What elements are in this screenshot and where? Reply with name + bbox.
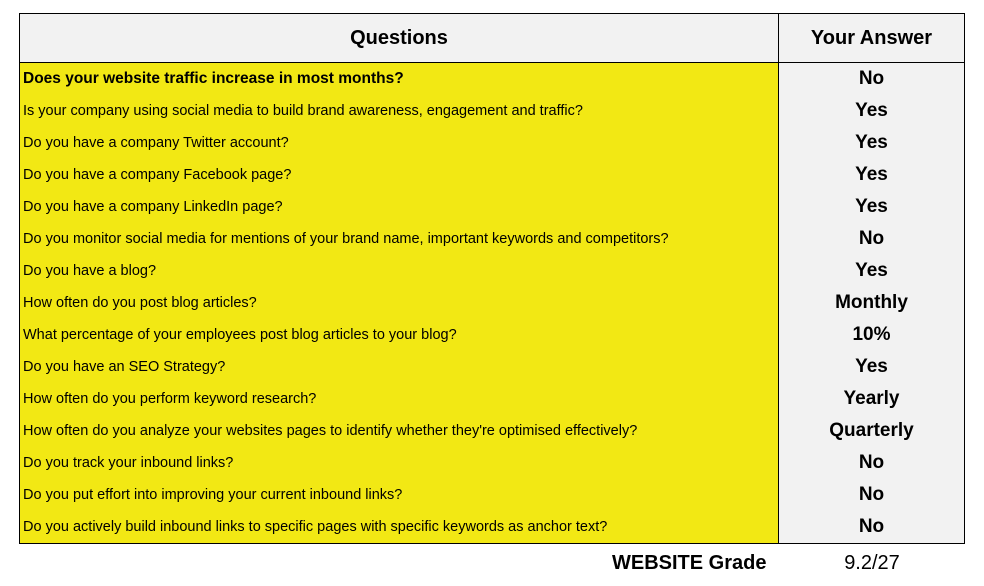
table-row: [20, 415, 965, 447]
answer-cell[interactable]: 10%: [779, 319, 965, 351]
question-cell[interactable]: How often do you post blog articles?: [20, 287, 779, 319]
grade-value[interactable]: 9.2/27: [844, 552, 900, 574]
question-cell[interactable]: What percentage of your employees post blog articles to your blog?: [20, 319, 779, 351]
table-row: [20, 63, 965, 96]
question-cell[interactable]: Do you put effort into improving your current inbound links?: [20, 479, 779, 511]
grade-label[interactable]: WEBSITE Grade: [612, 552, 767, 574]
answer-cell[interactable]: Yes: [779, 191, 965, 223]
answer-cell[interactable]: No: [779, 447, 965, 479]
table-row: [20, 383, 965, 415]
answer-cell[interactable]: Yes: [779, 159, 965, 191]
table-row: [20, 223, 965, 255]
question-cell[interactable]: Do you monitor social media for mentions of your brand name, important keywords and competitors?: [20, 223, 779, 255]
table-row: [20, 127, 965, 159]
answer-cell[interactable]: Monthly: [779, 287, 965, 319]
question-cell[interactable]: Do you have a company Twitter account?: [20, 127, 779, 159]
questions-header[interactable]: Questions: [20, 14, 779, 63]
question-cell[interactable]: Do you have an SEO Strategy?: [20, 351, 779, 383]
answer-cell[interactable]: Yes: [779, 255, 965, 287]
table-row: [20, 159, 965, 191]
table-row: [20, 255, 965, 287]
answer-cell[interactable]: Yes: [779, 127, 965, 159]
answer-cell[interactable]: No: [779, 223, 965, 255]
answer-cell[interactable]: Yes: [779, 95, 965, 127]
question-cell[interactable]: Is your company using social media to build brand awareness, engagement and traffic?: [20, 95, 779, 127]
table-row: [20, 191, 965, 223]
questionnaire-table: [19, 13, 965, 544]
question-cell[interactable]: Do you have a company LinkedIn page?: [20, 191, 779, 223]
question-cell[interactable]: Do you have a blog?: [20, 255, 779, 287]
question-cell[interactable]: Does your website traffic increase in most months?: [20, 63, 779, 96]
answer-cell[interactable]: Yearly: [779, 383, 965, 415]
header-row: [20, 14, 965, 63]
answer-cell[interactable]: No: [779, 511, 965, 544]
grade-row: [0, 549, 984, 579]
table-row: [20, 479, 965, 511]
answer-cell[interactable]: No: [779, 479, 965, 511]
table-row: [20, 319, 965, 351]
answer-cell[interactable]: No: [779, 63, 965, 96]
table-row: [20, 447, 965, 479]
answer-cell[interactable]: Yes: [779, 351, 965, 383]
question-cell[interactable]: How often do you analyze your websites pages to identify whether they're optimised effectively?: [20, 415, 779, 447]
table-row: [20, 351, 965, 383]
question-cell[interactable]: Do you have a company Facebook page?: [20, 159, 779, 191]
question-cell[interactable]: Do you track your inbound links?: [20, 447, 779, 479]
questions-body: [20, 63, 965, 544]
question-cell[interactable]: How often do you perform keyword research?: [20, 383, 779, 415]
answer-cell[interactable]: Quarterly: [779, 415, 965, 447]
table-row: [20, 95, 965, 127]
question-cell[interactable]: Do you actively build inbound links to specific pages with specific keywords as anchor text?: [20, 511, 779, 544]
questionnaire-sheet: [19, 13, 964, 544]
table-row: [20, 511, 965, 544]
answer-header[interactable]: Your Answer: [779, 14, 965, 63]
table-row: [20, 287, 965, 319]
